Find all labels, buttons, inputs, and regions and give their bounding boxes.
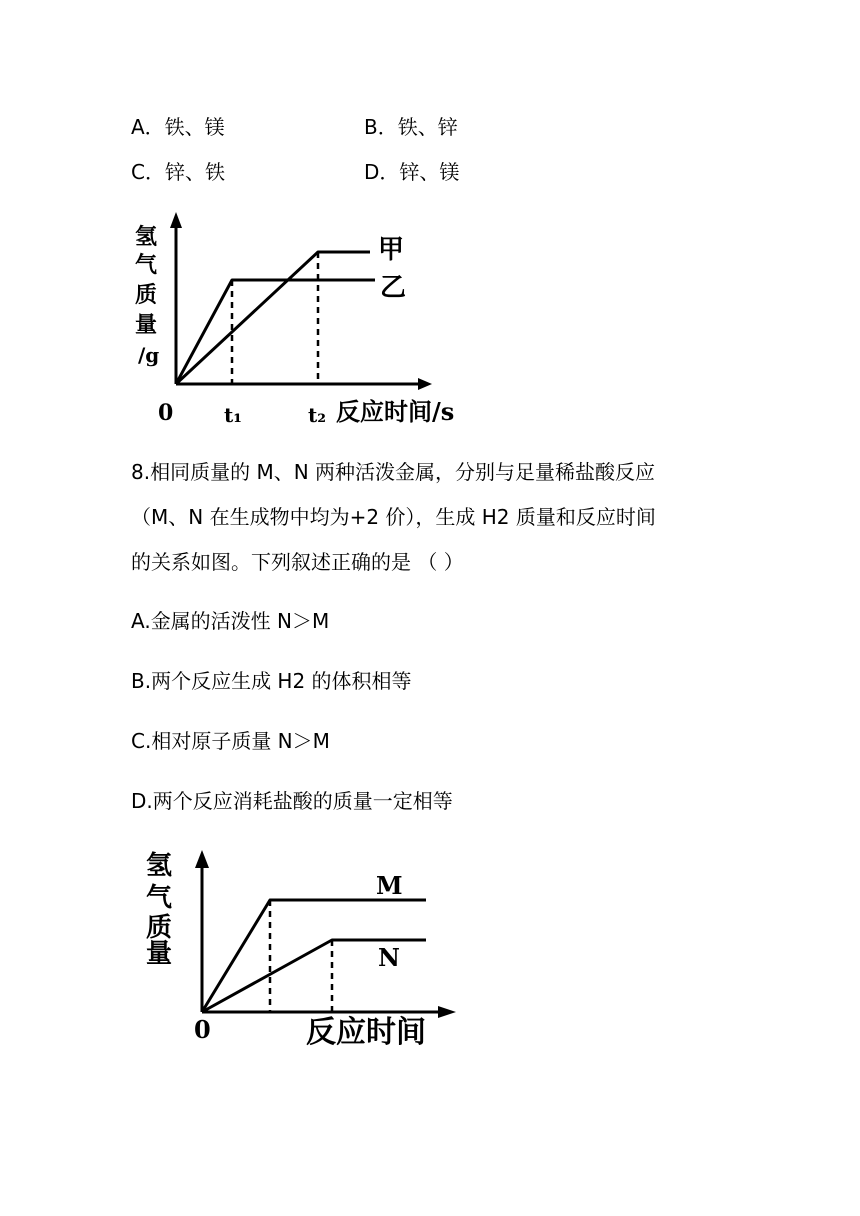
figure-2-label-n: N: [378, 943, 400, 972]
figure-2-y-arrow: [195, 850, 209, 868]
q7-option-b: B．铁、锌: [364, 115, 458, 139]
q7-option-d: D．锌、镁: [364, 160, 460, 184]
figure-1-y-label-char: 气: [135, 252, 158, 278]
figure-1-t1-label: t₁: [224, 403, 242, 427]
figure-2-y-label-char: 气: [146, 883, 173, 913]
figure-2-x-arrow: [438, 1006, 456, 1018]
figure-1-origin-label: 0: [158, 400, 174, 426]
figure-1-y-label-char: 质: [135, 282, 158, 308]
q8-option-b: B.两个反应生成 H2 的体积相等: [131, 669, 412, 693]
q8-stem-line-3: 的关系如图。下列叙述正确的是 （ ）: [131, 550, 464, 574]
figure-1-y-label-char: 量: [135, 312, 158, 338]
q8-option-a: A.金属的活泼性 N＞M: [131, 609, 330, 633]
figure-1-label-jia: 甲: [378, 235, 405, 265]
figure-1-t2-label: t₂: [308, 403, 326, 427]
figure-2-x-axis-label: 反应时间: [306, 1015, 426, 1050]
q8-stem-line-1: 8.相同质量的 M、N 两种活泼金属，分别与足量稀盐酸反应: [131, 460, 656, 484]
figure-2-y-axis-label: [146, 851, 172, 969]
figure-2-label-m: M: [376, 871, 403, 900]
figure-1-x-axis-label: 反应时间/s: [336, 397, 455, 426]
figure-1-y-label-char: 氢: [135, 224, 158, 250]
figure-2-y-label-char: 质: [146, 913, 173, 943]
figure-2-y-label-char: 氢: [146, 851, 173, 881]
q8-stem-line-2: （M、N 在生成物中均为+2 价），生成 H2 质量和反应时间: [131, 505, 656, 529]
q7-option-a: A．铁、镁: [131, 115, 225, 139]
figure-1-label-yi: 乙: [380, 273, 407, 303]
figure-2-y-label-char: 量: [146, 939, 173, 969]
figure-1-y-label-char: /g: [138, 343, 160, 367]
q8-option-d: D.两个反应消耗盐酸的质量一定相等: [131, 789, 453, 813]
figure-2-origin-label: 0: [194, 1015, 211, 1044]
q8-option-c: C.相对原子质量 N＞M: [131, 729, 330, 753]
q7-option-c: C．锌、铁: [131, 160, 225, 184]
